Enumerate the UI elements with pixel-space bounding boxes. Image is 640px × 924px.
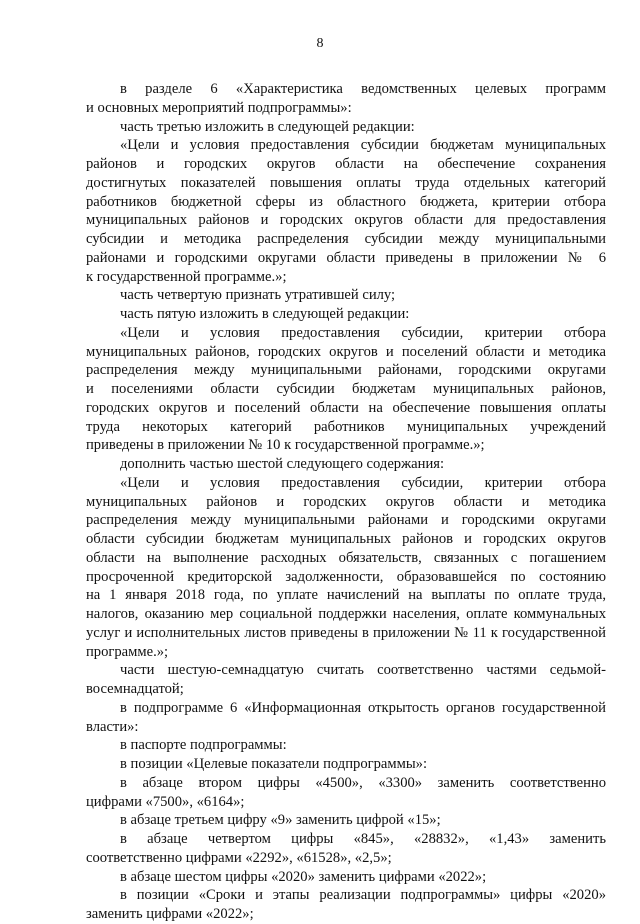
text-line: районов и городских округов области на обеспечение сохранения: [86, 156, 606, 172]
text-line: в подпрограмме 6 «Информационная открытость органов государственной: [120, 699, 606, 716]
text-line: области субсидии бюджетам муниципальных районов и городских округов: [86, 531, 606, 547]
text-line: муниципальных районов и городских округов области и методика: [86, 493, 606, 510]
text-line: субсидии и методика распределения субсидии между муниципальными: [86, 231, 606, 247]
text-line: «Цели и условия предоставления субсидии, критерии отбора: [120, 474, 606, 491]
text-line: часть пятую изложить в следующей редакции:: [120, 306, 410, 322]
text-line: соответственно цифрами «2292», «61528», «2,5»;: [86, 849, 392, 866]
text-line: в позиции «Сроки и этапы реализации подпрограммы» цифры «2020»: [120, 887, 606, 904]
text-line: приведены в приложении № 10 к государственной программе.»;: [86, 437, 485, 454]
text-line: услуг и исполнительных листов приведены в приложении № 11 к государственной: [86, 624, 606, 641]
text-line: заменить цифрами «2022»;: [86, 906, 254, 922]
text-line: в абзаце четвертом цифры «845», «28832», «1,43» заменить: [120, 831, 606, 847]
text-line: в позиции «Целевые показатели подпрограммы»:: [120, 756, 428, 772]
text-line: районами и городскими округами области приведены в приложении № 6: [86, 249, 606, 266]
text-line: к государственной программе.»;: [86, 268, 287, 285]
text-line: часть четвертую признать утратившей силу;: [120, 287, 396, 304]
text-line: муниципальных районов и городских округов области для предоставления: [86, 212, 606, 229]
text-line: муниципальных районов, городских округов и поселений области и методика: [86, 343, 606, 360]
document-body: [86, 80, 606, 924]
text-line: распределения между муниципальными районами, городскими округами: [86, 362, 606, 379]
text-line: и поселениями области субсидии бюджетам муниципальных районов,: [86, 381, 606, 397]
text-line: «Цели и условия предоставления субсидии, критерии отбора: [120, 324, 606, 341]
text-line: городских округов и поселений области на обеспечение повышения оплаты: [86, 399, 606, 416]
text-line: достигнутых показателей повышения оплаты труда отдельных категорий: [86, 174, 606, 191]
text-line: распределения между муниципальными районами и городскими округами: [86, 512, 606, 529]
text-line: налогов, оказанию мер социальной поддержки населения, оплате коммунальных: [86, 606, 606, 622]
text-line: в абзаце третьем цифру «9» заменить цифрой «15»;: [120, 812, 441, 829]
text-line: дополнить частью шестой следующего содержания:: [120, 456, 445, 472]
text-line: в абзаце втором цифры «4500», «3300» заменить соответственно: [120, 774, 606, 791]
page-number: 8: [316, 36, 324, 51]
text-line: просроченной кредиторской задолженности, образовавшейся по состоянию: [86, 568, 606, 585]
text-line: на 1 января 2018 года, по уплате начислений на выплаты по оплате труда,: [86, 587, 606, 604]
text-line: и основных мероприятий подпрограммы»:: [86, 99, 352, 116]
text-line: части шестую-семнадцатую считать соответственно частями седьмой-: [120, 662, 606, 679]
text-line: труда некоторых категорий работников муниципальных учреждений: [86, 418, 606, 435]
text-line: часть третью изложить в следующей редакции:: [120, 118, 415, 135]
text-line: «Цели и условия предоставления субсидии бюджетам муниципальных: [120, 137, 606, 154]
text-line: работников бюджетной сферы из областного бюджета, критерии отбора: [86, 193, 606, 210]
text-line: восемнадцатой;: [86, 681, 184, 697]
text-line: программе.»;: [86, 643, 169, 660]
text-line: в разделе 6 «Характеристика ведомственных целевых программ: [120, 81, 606, 97]
text-line: области на выполнение расходных обязательств, связанных с погашением: [86, 549, 606, 566]
text-line: в абзаце шестом цифры «2020» заменить цифрами «2022»;: [120, 868, 487, 885]
text-line: в паспорте подпрограммы:: [120, 737, 287, 754]
text-line: власти»:: [86, 718, 139, 735]
text-line: цифрами «7500», «6164»;: [86, 793, 245, 810]
